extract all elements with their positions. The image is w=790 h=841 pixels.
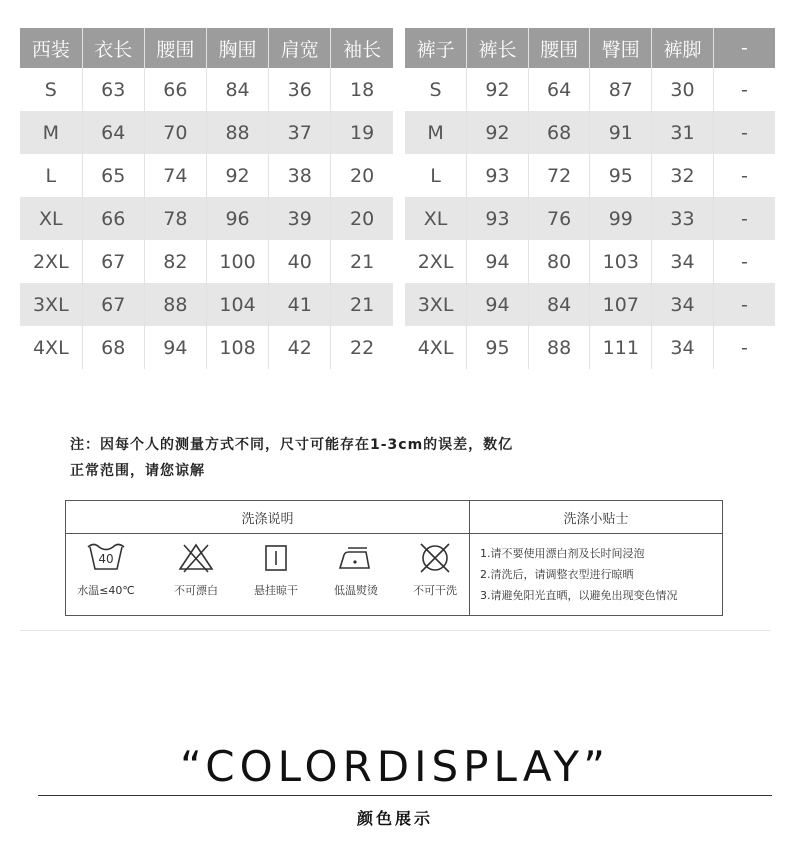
table-cell: 2XL xyxy=(20,240,82,283)
table-cell: 92 xyxy=(206,154,268,197)
pants-header-cell: 裤脚 xyxy=(652,28,714,68)
table-row xyxy=(20,326,393,369)
table-cell: 3XL xyxy=(20,283,82,326)
table-cell: 88 xyxy=(144,283,206,326)
table-cell: 22 xyxy=(331,326,393,369)
brand-subtitle: 颜色展示 xyxy=(356,809,433,828)
suit-header-cell: 袖长 xyxy=(331,28,393,68)
table-row xyxy=(405,68,775,111)
measurement-note xyxy=(70,432,670,484)
table-cell: 82 xyxy=(144,240,206,283)
pants-header-cell: - xyxy=(713,28,775,68)
table-cell: XL xyxy=(20,197,82,240)
table-cell: 93 xyxy=(467,154,529,197)
table-row xyxy=(20,197,393,240)
table-cell: 34 xyxy=(652,240,714,283)
table-row xyxy=(20,283,393,326)
table-row xyxy=(20,111,393,154)
table-row xyxy=(20,240,393,283)
pants-size-table xyxy=(405,28,775,369)
section-divider xyxy=(20,630,770,631)
table-cell: - xyxy=(713,68,775,111)
table-cell: 92 xyxy=(467,68,529,111)
tip-item: 1.请不要使用漂白剂及长时间浸泡 xyxy=(480,547,645,560)
table-cell: - xyxy=(713,154,775,197)
table-cell: 18 xyxy=(331,68,393,111)
table-cell: 20 xyxy=(331,197,393,240)
table-cell: 72 xyxy=(528,154,590,197)
wash-label: 水温≤40℃ xyxy=(77,584,135,597)
suit-header-row xyxy=(20,28,393,68)
care-tips-list xyxy=(480,543,678,606)
table-cell: 76 xyxy=(528,197,590,240)
table-cell: 34 xyxy=(652,283,714,326)
table-cell: 34 xyxy=(652,326,714,369)
suit-header-cell: 腰围 xyxy=(144,28,206,68)
bleach-label: 不可漂白 xyxy=(174,584,218,597)
table-cell: 88 xyxy=(206,111,268,154)
pants-header-cell: 腰围 xyxy=(528,28,590,68)
table-cell: L xyxy=(405,154,467,197)
table-cell: XL xyxy=(405,197,467,240)
table-cell: 63 xyxy=(82,68,144,111)
table-cell: - xyxy=(713,197,775,240)
table-cell: 104 xyxy=(206,283,268,326)
table-cell: L xyxy=(20,154,82,197)
table-cell: 94 xyxy=(467,283,529,326)
no-dry-clean-icon xyxy=(415,541,455,573)
table-row xyxy=(20,68,393,111)
table-cell: 66 xyxy=(82,197,144,240)
table-cell: 70 xyxy=(144,111,206,154)
suit-header-cell: 衣长 xyxy=(82,28,144,68)
table-cell: 65 xyxy=(82,154,144,197)
table-cell: M xyxy=(20,111,82,154)
pants-header-row xyxy=(405,28,775,68)
table-cell: 39 xyxy=(269,197,331,240)
brand-title: “COLORDISPLAY” xyxy=(179,742,610,791)
table-cell: 32 xyxy=(652,154,714,197)
table-cell: 94 xyxy=(144,326,206,369)
table-cell: 3XL xyxy=(405,283,467,326)
table-cell: 30 xyxy=(652,68,714,111)
wash-40-icon xyxy=(86,541,126,573)
table-cell: 103 xyxy=(590,240,652,283)
care-instructions-panel xyxy=(65,500,723,616)
table-cell: 74 xyxy=(144,154,206,197)
table-cell: 21 xyxy=(331,240,393,283)
tip-item: 3.请避免阳光直晒，以避免出现变色情况 xyxy=(480,589,678,602)
suit-size-table xyxy=(20,28,393,369)
table-cell: 67 xyxy=(82,240,144,283)
suit-header-cell: 西装 xyxy=(20,28,82,68)
table-cell: 99 xyxy=(590,197,652,240)
hang-dry-icon xyxy=(256,541,296,573)
table-cell: 20 xyxy=(331,154,393,197)
table-cell: 111 xyxy=(590,326,652,369)
bleach-symbol xyxy=(158,541,234,598)
table-cell: 2XL xyxy=(405,240,467,283)
pants-header-cell: 裤子 xyxy=(405,28,467,68)
wash-symbol xyxy=(68,541,144,598)
brand-rule xyxy=(38,795,772,796)
table-row xyxy=(20,154,393,197)
table-cell: M xyxy=(405,111,467,154)
table-cell: 107 xyxy=(590,283,652,326)
table-row xyxy=(405,111,775,154)
table-cell: 38 xyxy=(269,154,331,197)
table-cell: 100 xyxy=(206,240,268,283)
table-cell: - xyxy=(713,326,775,369)
table-cell: 21 xyxy=(331,283,393,326)
tip-item: 2.清洗后，请调整衣型进行晾晒 xyxy=(480,568,634,581)
table-cell: - xyxy=(713,111,775,154)
note-line: 注：因每个人的测量方式不同，尺寸可能存在1-3cm的误差，数亿 xyxy=(70,437,514,453)
pants-header-cell: 臀围 xyxy=(590,28,652,68)
table-row xyxy=(405,240,775,283)
table-cell: 78 xyxy=(144,197,206,240)
table-cell: - xyxy=(713,283,775,326)
table-cell: 96 xyxy=(206,197,268,240)
table-cell: 4XL xyxy=(405,326,467,369)
suit-header-cell: 肩宽 xyxy=(269,28,331,68)
no-bleach-icon xyxy=(176,541,216,573)
table-cell: 31 xyxy=(652,111,714,154)
dry-clean-symbol xyxy=(397,541,473,598)
table-cell: 91 xyxy=(590,111,652,154)
table-cell: 67 xyxy=(82,283,144,326)
table-cell: - xyxy=(713,240,775,283)
table-row xyxy=(405,326,775,369)
table-cell: 33 xyxy=(652,197,714,240)
dry-symbol xyxy=(238,541,314,598)
table-cell: 95 xyxy=(467,326,529,369)
care-tips-title: 洗涤小贴士 xyxy=(563,512,629,527)
table-cell: 84 xyxy=(528,283,590,326)
table-cell: 40 xyxy=(269,240,331,283)
table-row xyxy=(405,154,775,197)
table-cell: 84 xyxy=(206,68,268,111)
table-cell: 88 xyxy=(528,326,590,369)
table-cell: 36 xyxy=(269,68,331,111)
table-cell: 95 xyxy=(590,154,652,197)
table-cell: 94 xyxy=(467,240,529,283)
table-cell: 93 xyxy=(467,197,529,240)
table-cell: 37 xyxy=(269,111,331,154)
table-cell: 4XL xyxy=(20,326,82,369)
table-cell: 68 xyxy=(528,111,590,154)
iron-symbol xyxy=(318,541,394,598)
iron-label: 低温熨烫 xyxy=(334,584,378,597)
table-row xyxy=(405,197,775,240)
table-cell: 87 xyxy=(590,68,652,111)
care-title: 洗涤说明 xyxy=(241,512,294,527)
table-cell: 92 xyxy=(467,111,529,154)
note-line: 正常范围，请您谅解 xyxy=(70,463,205,479)
table-cell: 80 xyxy=(528,240,590,283)
table-cell: S xyxy=(405,68,467,111)
table-cell: 68 xyxy=(82,326,144,369)
dry-clean-label: 不可干洗 xyxy=(413,584,457,597)
table-row xyxy=(405,283,775,326)
dry-label: 悬挂晾干 xyxy=(254,584,298,597)
table-cell: 108 xyxy=(206,326,268,369)
suit-header-cell: 胸围 xyxy=(206,28,268,68)
table-cell: 41 xyxy=(269,283,331,326)
table-cell: 64 xyxy=(528,68,590,111)
table-cell: 19 xyxy=(331,111,393,154)
table-cell: S xyxy=(20,68,82,111)
low-iron-icon xyxy=(336,541,376,573)
wash-temp-text: 40 xyxy=(98,552,114,566)
table-cell: 66 xyxy=(144,68,206,111)
table-cell: 42 xyxy=(269,326,331,369)
pants-header-cell: 裤长 xyxy=(467,28,529,68)
table-cell: 64 xyxy=(82,111,144,154)
